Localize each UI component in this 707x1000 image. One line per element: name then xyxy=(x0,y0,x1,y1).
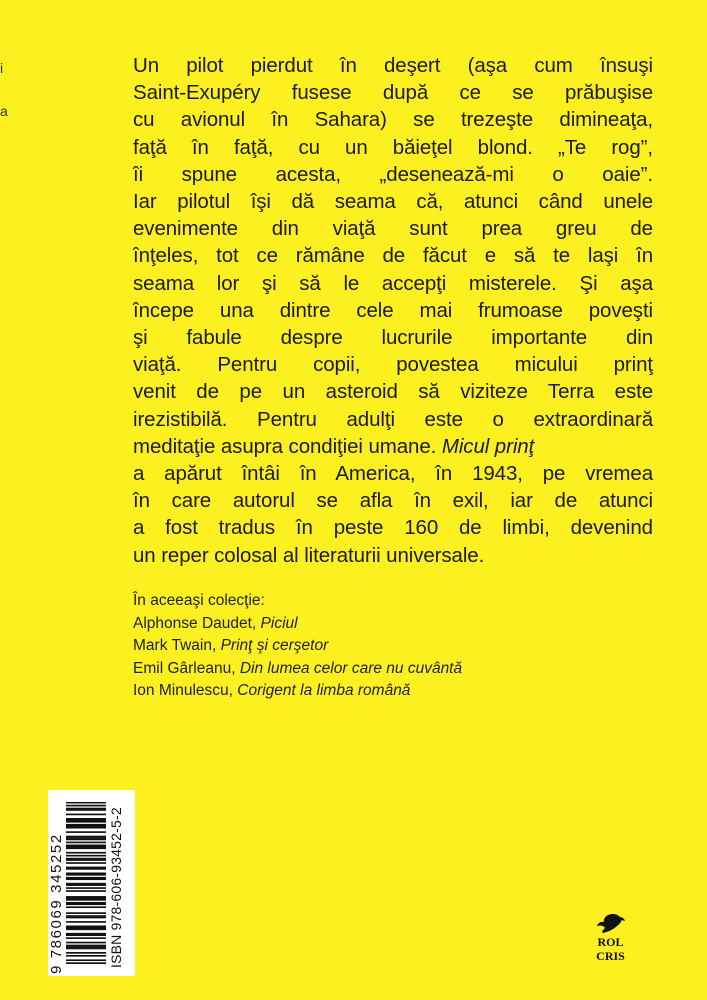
barcode-bar xyxy=(66,868,106,870)
isbn-barcode xyxy=(48,790,135,976)
barcode-bar xyxy=(66,915,106,917)
barcode-bar xyxy=(66,847,106,849)
barcode-bars xyxy=(66,802,106,964)
blurb-line: Un pilot pierdut în deşert (aşa cum însuşi xyxy=(133,54,653,77)
collection-item xyxy=(133,658,653,681)
barcode-bar xyxy=(66,809,106,811)
barcode-bar xyxy=(66,883,106,885)
blurb-line-text: meditaţie asupra condiţiei umane. xyxy=(133,434,437,458)
barcode-bar xyxy=(66,896,106,898)
barcode-bar xyxy=(66,902,106,904)
barcode-bar xyxy=(66,831,106,833)
blurb-line: venit de pe un asteroid să viziteze Terra este xyxy=(133,380,653,404)
isbn-number: ISBN 978-606-93452-5-2 xyxy=(108,807,124,968)
barcode-bar xyxy=(66,827,106,829)
barcode-bar xyxy=(66,926,106,928)
barcode-bar xyxy=(66,933,106,935)
collection-author: Mark Twain, xyxy=(133,637,217,655)
back-cover-blurb xyxy=(133,52,653,569)
barcode-bar xyxy=(66,934,106,936)
barcode-bar xyxy=(66,837,106,839)
blurb-line: viaţă. Pentru copii, povestea micului prinţ xyxy=(133,353,653,377)
barcode-bar xyxy=(66,802,106,803)
blurb-line: în care autorul se afla în exil, iar de atunci xyxy=(133,489,653,513)
barcode-bar xyxy=(66,962,106,964)
barcode-bar xyxy=(66,836,106,838)
barcode-bar xyxy=(66,937,106,939)
blurb-line: înţeles, tot ce rămâne de făcut e să te laşi în xyxy=(133,244,653,268)
blurb-line: seama lor şi să le accepţi misterele. Şi aşa xyxy=(133,271,653,295)
barcode-bar xyxy=(66,952,106,954)
collection-author: Emil Gârleanu, xyxy=(133,659,236,677)
blurb-line: un reper colosal al literaturii universale. xyxy=(133,543,485,567)
blurb-line xyxy=(133,433,653,460)
barcode-bar xyxy=(66,814,106,816)
spine-text-fragment-bottom: a xyxy=(0,103,8,119)
collection-title: Prinţ şi cerşetor xyxy=(220,637,329,655)
blurb-line: faţă în faţă, cu un băieţel blond. „Te rog”, xyxy=(133,135,653,159)
publisher-name-line2: CRIS xyxy=(596,949,625,963)
barcode-bar xyxy=(66,917,106,919)
barcode-bar xyxy=(66,887,106,889)
collection-item xyxy=(133,680,653,703)
barcode-bar xyxy=(66,845,106,847)
collection-title: Piciul xyxy=(260,614,298,632)
collection-heading: În aceeaşi colecţie: xyxy=(133,592,265,609)
blurb-line: începe una dintre cele mai frumoase poveşti xyxy=(133,298,653,322)
barcode-bar xyxy=(66,852,106,854)
barcode-bar xyxy=(66,912,106,914)
barcode-bar xyxy=(66,846,106,848)
barcode-bar xyxy=(66,808,106,810)
collection-item xyxy=(133,613,653,636)
barcode-bar xyxy=(66,903,106,905)
barcode-bar xyxy=(66,825,106,827)
barcode-bar xyxy=(66,805,106,807)
barcode-bar xyxy=(66,821,106,823)
blurb-line: a apărut întâi în America, în 1943, pe vremea xyxy=(133,462,653,486)
barcode-bar xyxy=(66,839,106,841)
barcode-bar xyxy=(66,906,106,908)
barcode-bar xyxy=(66,927,106,929)
publisher-name-line1: ROL xyxy=(597,935,624,949)
barcode-bar xyxy=(66,877,106,879)
barcode-digits: 9 786069 345252 xyxy=(48,833,65,974)
barcode-bar xyxy=(66,858,106,860)
barcode-bar xyxy=(66,884,106,886)
barcode-bar xyxy=(66,921,106,923)
barcode-bar xyxy=(66,946,106,948)
barcode-bar xyxy=(66,898,106,900)
barcode-bar xyxy=(66,874,106,876)
blurb-line: îi spune acesta, „desenează-mi o oaie”. xyxy=(133,162,653,186)
publisher-logo-text xyxy=(583,935,638,963)
barcode-bar xyxy=(66,859,106,861)
blurb-line: evenimente din viaţă sunt prea greu de xyxy=(133,217,653,241)
barcode-bar xyxy=(66,890,106,892)
blurb-line: Iar pilotul îşi dă seama că, atunci când unele xyxy=(133,190,653,214)
barcode-bar xyxy=(66,945,106,947)
barcode-bar xyxy=(66,824,106,826)
barcode-bar xyxy=(66,819,106,821)
collection-author: Alphonse Daudet, xyxy=(133,614,257,632)
blurb-line: a fost tradus în peste 160 de limbi, devenind xyxy=(133,516,653,540)
barcode-bar xyxy=(66,899,106,901)
barcode-bar xyxy=(66,878,106,880)
collection-item xyxy=(133,635,653,658)
barcode-bar xyxy=(66,955,106,957)
barcode-bar xyxy=(66,842,106,844)
barcode-rotated-panel xyxy=(48,790,135,976)
blurb-line: irezistibilă. Pentru adulţi este o extraordinară xyxy=(133,407,653,431)
blurb-line: şi fabule despre lucrurile importante din xyxy=(133,326,653,350)
barcode-bar xyxy=(66,942,106,944)
barcode-bar xyxy=(66,872,106,874)
blurb-line: Saint-Exupéry fusese după ce se prăbuşise xyxy=(133,81,653,105)
collection-author: Ion Minulescu, xyxy=(133,682,233,700)
blurb-line: cu avionul în Sahara) se trezeşte dimineaţa, xyxy=(133,108,653,132)
collection-title: Corigent la limba română xyxy=(237,682,411,700)
spine-text-fragment-top: i xyxy=(0,60,4,76)
barcode-bar xyxy=(66,867,106,869)
collection-title: Din lumea celor care nu cuvântă xyxy=(239,659,463,677)
barcode-bar xyxy=(66,855,106,857)
barcode-bar xyxy=(66,928,106,930)
book-title-italic: Micul prinţ xyxy=(441,434,535,458)
same-collection-list xyxy=(133,590,653,703)
barcode-bar xyxy=(66,948,106,950)
barcode-bar xyxy=(66,818,106,820)
barcode-bar xyxy=(66,959,106,961)
barcode-bar xyxy=(66,862,106,864)
